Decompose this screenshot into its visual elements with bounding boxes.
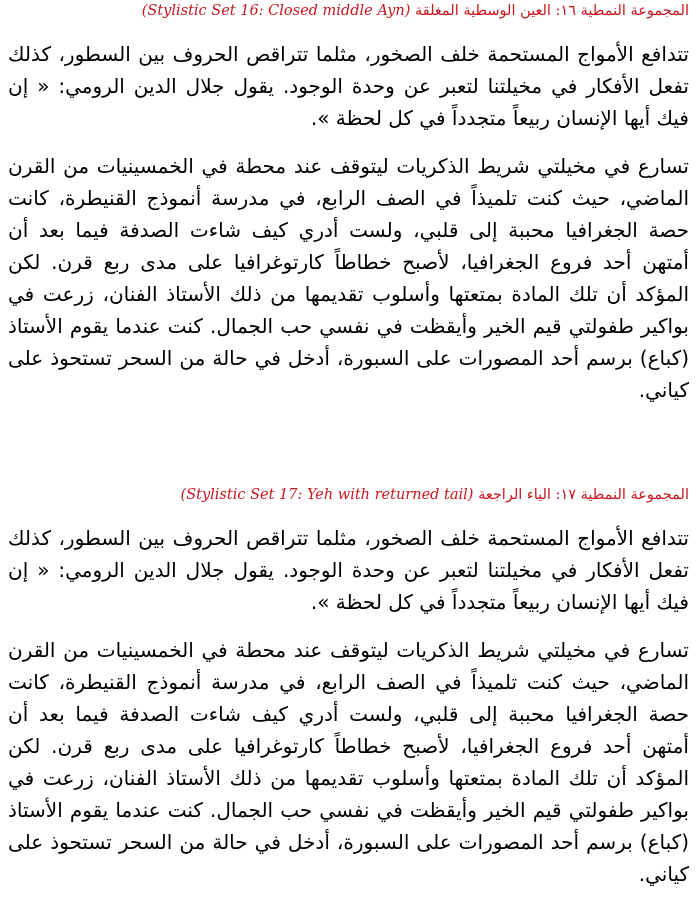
sample-paragraph-1: تتدافع الأمواج المستحمة خلف الصخور، مثلما تتراقص الحروف بين السطور، كذلك تفعل الأفكار في مخيلتنا لتعبر عن وحدة الوجود. يقول جلال الدين الرومي: « إن فيك أيها الإنسان ربيعاً متجدداً في كل لحظة ». [8,42,689,130]
section-heading [8,0,689,22]
heading-arabic: المجموعة النمطية ١٦: العين الوسطية المغلقة [415,3,689,19]
sample-paragraph-2: تسارع في مخيلتي شريط الذكريات ليتوقف عند محطة في الخمسينيات من القرن الماضي، حيث كنت تلميذاً في الصف الرابع، في مدرسة أنموذج القنيطرة، كانت حصة الجغرافيا محببة إلى قلبي، ولست أدري كيف شاءت الصدفة فيما بعد أن أمتهن أحد فروع الجغرافيا، لأصبح خطاطاً كارتوغرافيا على مدى ربع قرن. لكن المؤكد أن تلك المادة بمتعتها وأسلوب تقديمها من ذلك الأستاذ الفنان، زرعت في بواكير طفولتي قيم الخير وأيقظت في نفسي حب الجمال. كنت عندما يقوم الأستاذ (كباع) برسم أحد المصورات على السبورة، أدخل في حالة من السحر تستحوذ على كياني. [8,154,689,402]
heading-english: (Stylistic Set 16: Closed middle Ayn) [141,3,411,19]
section-heading [8,484,689,506]
sample-paragraph-1: تتدافع الأمواج المستحمة خلف الصخور، مثلما تتراقص الحروف بين السطور، كذلك تفعل الأفكار في مخيلتنا لتعبر عن وحدة الوجود. يقول جلال الدين الرومي: « إن فيك أيها الإنسان ربيعاً متجدداً في كل لحظة ». [8,526,689,614]
heading-english: (Stylistic Set 17: Yeh with returned tail) [180,487,474,503]
sample-paragraph-2: تسارع في مخيلتي شريط الذكريات ليتوقف عند محطة في الخمسينيات من القرن الماضي، حيث كنت تلميذاً في الصف الرابع، في مدرسة أنموذج القنيطرة، كانت حصة الجغرافيا محببة إلى قلبي، ولست أدري كيف شاءت الصدفة فيما بعد أن أمتهن أحد فروع الجغرافيا، لأصبح خطاطاً كارتوغرافيا على مدى ربع قرن. لكن المؤكد أن تلك المادة بمتعتها وأسلوب تقديمها من ذلك الأستاذ الفنان، زرعت في بواكير طفولتي قيم الخير وأيقظت في نفسي حب الجمال. كنت عندما يقوم الأستاذ (كباع) برسم أحد المصورات على السبورة، أدخل في حالة من السحر تستحوذ على كياني. [8,638,689,886]
stylistic-set-16-section [8,0,689,406]
stylistic-set-17-section [8,484,689,890]
heading-arabic: المجموعة النمطية ١٧: الياء الراجعة [478,487,689,503]
